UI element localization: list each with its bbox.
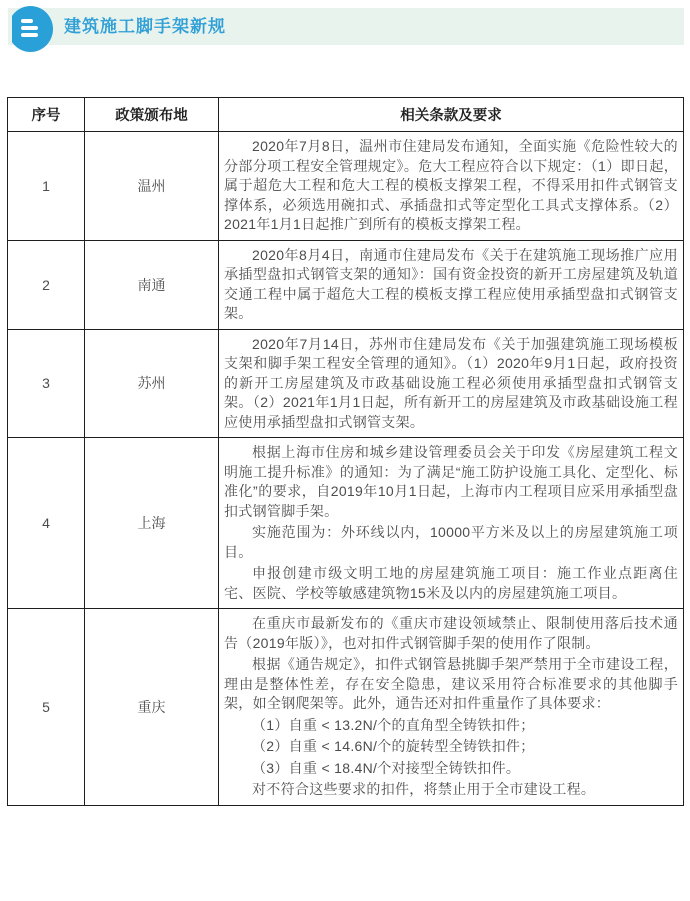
detail-paragraph: 实施范围为：外环线以内，10000平方米及以上的房屋建筑施工项目。 xyxy=(224,524,678,560)
row-number-cell: 3 xyxy=(8,329,85,438)
detail-paragraph: 根据《通告规定》，扣件式钢管悬挑脚手架严禁用于全市建设工程，理由是整体性差，存在安全隐患，建议采用符合标准要求的其他脚手架，如全钢爬架等。此外，通告还对扣件重量作了具体要求： xyxy=(224,656,678,711)
table-row xyxy=(8,329,684,438)
menu-icon-bar xyxy=(21,33,38,37)
detail-paragraph: 申报创建市级文明工地的房屋建筑施工项目：施工作业点距离住宅、医院、学校等敏感建筑物15米及以内的房屋建筑施工项目。 xyxy=(224,565,678,601)
row-number-cell: 5 xyxy=(8,609,85,806)
details-cell xyxy=(219,240,684,329)
table-row xyxy=(8,609,684,806)
row-number-cell: 4 xyxy=(8,438,85,609)
column-header-no: 序号 xyxy=(8,98,85,132)
detail-paragraph: 2020年7月14日，苏州市住建局发布《关于加强建筑施工现场模板支架和脚手架工程安全管理的通知》。（1）2020年9月1日起，政府投资的新开工房屋建筑及市政基础设施工程必须使用承插型盘扣式钢管支架。（2）2021年1月1日起，所有新开工的房屋建筑及市政基础设施工程应使用承插型盘扣式钢管支架。 xyxy=(224,335,678,430)
detail-paragraph: （3）自重 < 18.4N/个对接型全铸铁扣件。 xyxy=(252,759,521,776)
table-row xyxy=(8,438,684,609)
city-cell: 上海 xyxy=(85,438,219,609)
column-header-place: 政策颁布地 xyxy=(85,98,219,132)
details-cell xyxy=(219,609,684,806)
details-cell xyxy=(219,438,684,609)
menu-icon-bar xyxy=(21,19,33,23)
row-number-cell: 1 xyxy=(8,132,85,241)
detail-paragraph: 在重庆市最新发布的《重庆市建设领域禁止、限制使用落后技术通告（2019年版）》，也对扣件式钢管脚手架的使用作了限制。 xyxy=(224,615,678,651)
table-row xyxy=(8,240,684,329)
city-cell: 南通 xyxy=(85,240,219,329)
details-cell xyxy=(219,329,684,438)
detail-paragraph: （1）自重 < 13.2N/个的直角型全铸铁扣件； xyxy=(252,716,535,733)
city-cell: 重庆 xyxy=(85,609,219,806)
page-title: 建筑施工脚手架新规 xyxy=(64,17,226,36)
detail-paragraph: 对不符合这些要求的扣件，将禁止用于全市建设工程。 xyxy=(252,781,596,797)
details-cell xyxy=(219,132,684,241)
column-header-details: 相关条款及要求 xyxy=(219,98,684,132)
table-header-row xyxy=(8,98,684,132)
detail-paragraph: 2020年8月4日，南通市住建局发布《关于在建筑施工现场推广应用承插型盘扣式钢管支架的通知》：国有资金投资的新开工房屋建筑及轨道交通工程中属于超危大工程的模板支撑工程应使用承插型盘扣式钢管支架。 xyxy=(224,246,678,321)
detail-paragraph: （2）自重 < 14.6N/个的旋转型全铸铁扣件； xyxy=(252,738,535,754)
table-row xyxy=(8,132,684,241)
detail-paragraph: 2020年7月8日，温州市住建局发布通知，全面实施《危险性较大的分部分项工程安全管理规定》。危大工程应符合以下规定：（1）即日起，属于超危大工程和危大工程的模板支撑架工程，不得采用扣件式钢管支撑体系，必须选用碗扣式、承插盘扣式等定型化工具式支撑体系。（2）2021年1月1日起推广到所有的模板支撑架工程。 xyxy=(224,138,678,232)
menu-icon-bar xyxy=(21,26,38,30)
menu-list-icon xyxy=(8,6,53,52)
regulations-table xyxy=(7,97,684,806)
detail-paragraph: 根据上海市住房和城乡建设管理委员会关于印发《房屋建筑工程文明施工提升标准》的通知：为了满足“施工防护设施工具化、定型化、标准化”的要求，自2019年10月1日起，上海市内工程项目应采用承插型盘扣式钢管脚手架。 xyxy=(224,444,678,519)
city-cell: 温州 xyxy=(85,132,219,241)
city-cell: 苏州 xyxy=(85,329,219,438)
row-number-cell: 2 xyxy=(8,240,85,329)
